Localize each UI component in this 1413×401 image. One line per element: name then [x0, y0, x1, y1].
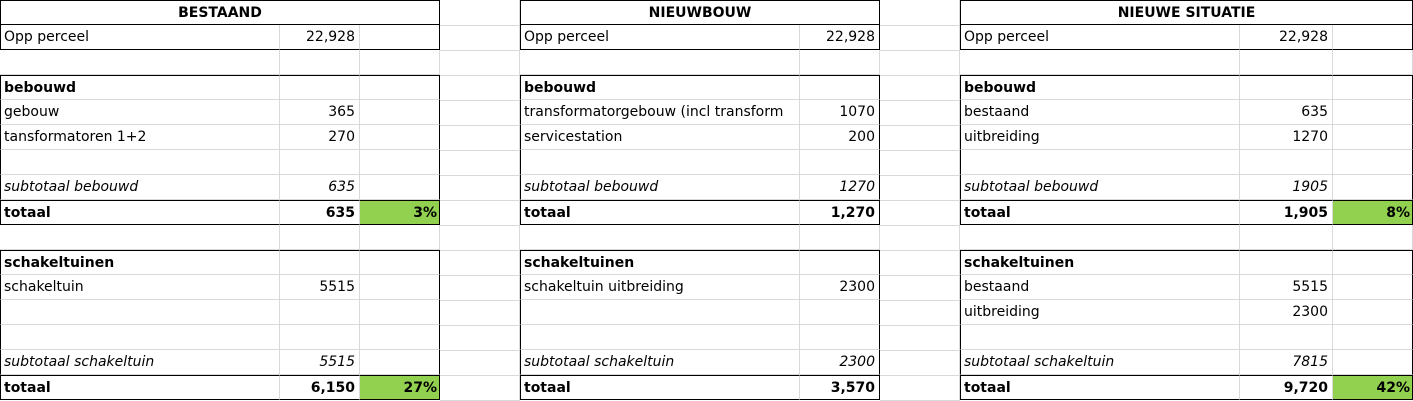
percent-cell[interactable]: 42% [1333, 375, 1413, 400]
percent-cell[interactable] [1333, 75, 1413, 100]
percent-cell[interactable] [1333, 300, 1413, 325]
label-cell[interactable]: tansformatoren 1+2 [0, 125, 280, 150]
label-cell[interactable] [0, 150, 280, 175]
bebouwd-item-row [0, 125, 440, 150]
empty-cell[interactable] [1333, 225, 1413, 250]
value-cell[interactable]: 1270 [800, 175, 880, 200]
value-cell[interactable]: 22,928 [1240, 25, 1333, 50]
section-header-bebouwd [960, 75, 1413, 100]
value-cell[interactable] [1240, 150, 1333, 175]
value-cell[interactable]: 3,570 [800, 375, 880, 400]
value-cell[interactable] [800, 150, 880, 175]
subtotaal-bebouwd-row [960, 175, 1413, 200]
bebouwd-item-row [0, 100, 440, 125]
label-cell[interactable]: subtotaal bebouwd [520, 175, 800, 200]
empty-cell[interactable] [960, 50, 1240, 75]
empty-row [520, 50, 880, 75]
schakel-item-row [0, 300, 440, 325]
percent-cell[interactable]: 3% [360, 200, 440, 225]
value-cell[interactable]: 1905 [1240, 175, 1333, 200]
value-cell[interactable]: 6,150 [280, 375, 360, 400]
value-cell[interactable]: 2300 [800, 275, 880, 300]
totaal-bebouwd-row [520, 200, 880, 225]
label-cell[interactable]: schakeltuin [0, 275, 280, 300]
bebouwd-item-row [520, 125, 880, 150]
table-title-cell[interactable]: BESTAAND [0, 0, 440, 25]
value-cell[interactable]: 5515 [280, 275, 360, 300]
label-cell[interactable]: transformatorgebouw (incl transform [520, 100, 800, 125]
label-cell[interactable]: bebouwd [0, 75, 280, 100]
subtotaal-schakel-row [960, 350, 1413, 375]
value-cell[interactable]: 635 [1240, 100, 1333, 125]
empty-row [0, 225, 440, 250]
label-cell[interactable] [520, 150, 800, 175]
percent-cell[interactable] [1333, 125, 1413, 150]
label-cell[interactable] [960, 150, 1240, 175]
label-cell[interactable] [520, 325, 800, 350]
totaal-schakel-row [520, 375, 880, 400]
schakel-item-row [0, 275, 440, 300]
table-title [520, 0, 880, 25]
label-cell[interactable]: Opp perceel [0, 25, 280, 50]
value-cell[interactable]: 635 [280, 200, 360, 225]
label-cell[interactable]: bestaand [960, 100, 1240, 125]
schakel-item-row [520, 275, 880, 300]
empty-cell[interactable] [0, 225, 280, 250]
empty-cell[interactable] [800, 225, 880, 250]
section-header-bebouwd [520, 75, 880, 100]
percent-cell[interactable]: 27% [360, 375, 440, 400]
percent-cell[interactable] [360, 75, 440, 100]
label-cell[interactable]: uitbreiding [960, 125, 1240, 150]
label-cell[interactable]: Opp perceel [520, 25, 800, 50]
empty-row [520, 225, 880, 250]
percent-cell[interactable] [360, 250, 440, 275]
perceel-row [960, 25, 1413, 50]
empty-cell[interactable] [280, 50, 360, 75]
value-cell[interactable] [280, 150, 360, 175]
totaal-schakel-row [960, 375, 1413, 400]
value-cell[interactable]: 22,928 [800, 25, 880, 50]
bebouwd-item-row [520, 100, 880, 125]
empty-cell[interactable] [1240, 50, 1333, 75]
label-cell[interactable]: servicestation [520, 125, 800, 150]
value-cell[interactable] [800, 250, 880, 275]
table-title [0, 0, 440, 25]
perceel-row [0, 25, 440, 50]
value-cell[interactable] [280, 75, 360, 100]
value-cell[interactable]: 22,928 [280, 25, 360, 50]
label-cell[interactable]: uitbreiding [960, 300, 1240, 325]
bebouwd-item-row [520, 150, 880, 175]
label-cell[interactable]: subtotaal bebouwd [0, 175, 280, 200]
label-cell[interactable]: schakeltuinen [520, 250, 800, 275]
value-cell[interactable] [280, 325, 360, 350]
label-cell[interactable] [960, 325, 1240, 350]
bebouwd-item-row [960, 150, 1413, 175]
value-cell[interactable]: 270 [280, 125, 360, 150]
empty-cell[interactable] [520, 225, 800, 250]
percent-cell[interactable] [360, 275, 440, 300]
empty-row [960, 225, 1413, 250]
schakel-item-row [520, 300, 880, 325]
schakel-item-row [520, 325, 880, 350]
empty-cell[interactable] [800, 50, 880, 75]
value-cell[interactable] [800, 300, 880, 325]
value-cell[interactable] [800, 75, 880, 100]
label-cell[interactable] [0, 300, 280, 325]
empty-row [960, 50, 1413, 75]
totaal-bebouwd-row [960, 200, 1413, 225]
value-cell[interactable]: 365 [280, 100, 360, 125]
value-cell[interactable]: 2300 [1240, 300, 1333, 325]
table-title [960, 0, 1413, 25]
label-cell[interactable]: subtotaal schakeltuin [520, 350, 800, 375]
value-cell[interactable]: 200 [800, 125, 880, 150]
label-cell[interactable]: schakeltuinen [0, 250, 280, 275]
label-cell[interactable]: totaal [520, 200, 800, 225]
percent-cell[interactable] [1333, 250, 1413, 275]
table-title-cell[interactable]: NIEUWBOUW [520, 0, 880, 25]
percent-cell[interactable] [360, 100, 440, 125]
percent-cell[interactable] [1333, 25, 1413, 50]
label-cell[interactable]: subtotaal bebouwd [960, 175, 1240, 200]
value-cell[interactable] [280, 250, 360, 275]
bebouwd-item-row [960, 100, 1413, 125]
empty-cell[interactable] [1240, 225, 1333, 250]
empty-cell[interactable] [0, 50, 280, 75]
percent-cell[interactable]: 8% [1333, 200, 1413, 225]
percent-cell[interactable] [1333, 100, 1413, 125]
value-cell[interactable]: 635 [280, 175, 360, 200]
section-header-bebouwd [0, 75, 440, 100]
percent-cell[interactable] [360, 350, 440, 375]
empty-cell[interactable] [360, 225, 440, 250]
subtotaal-schakel-row [520, 350, 880, 375]
label-cell[interactable]: totaal [960, 200, 1240, 225]
section-header-schakeltuinen [0, 250, 440, 275]
bebouwd-item-row [0, 150, 440, 175]
label-cell[interactable]: totaal [960, 375, 1240, 400]
subtotaal-schakel-row [0, 350, 440, 375]
empty-column [440, 0, 520, 401]
value-cell[interactable]: 5515 [1240, 275, 1333, 300]
percent-cell[interactable] [360, 125, 440, 150]
value-cell[interactable]: 2300 [800, 350, 880, 375]
empty-cell[interactable] [280, 225, 360, 250]
schakel-item-row [0, 325, 440, 350]
value-cell[interactable] [800, 325, 880, 350]
value-cell[interactable]: 9,720 [1240, 375, 1333, 400]
label-cell[interactable]: totaal [520, 375, 800, 400]
percent-cell[interactable] [1333, 175, 1413, 200]
percent-cell[interactable] [360, 325, 440, 350]
value-cell[interactable]: 1270 [1240, 125, 1333, 150]
subtotaal-bebouwd-row [0, 175, 440, 200]
value-cell[interactable]: 1,270 [800, 200, 880, 225]
value-cell[interactable]: 7815 [1240, 350, 1333, 375]
label-cell[interactable]: Opp perceel [960, 25, 1240, 50]
empty-cell[interactable] [960, 225, 1240, 250]
value-cell[interactable]: 5515 [280, 350, 360, 375]
value-cell[interactable] [280, 300, 360, 325]
empty-cell[interactable] [1333, 50, 1413, 75]
label-cell[interactable]: schakeltuinen [960, 250, 1240, 275]
label-cell[interactable] [0, 325, 280, 350]
perceel-row [520, 25, 880, 50]
percent-cell[interactable] [1333, 150, 1413, 175]
percent-cell[interactable] [1333, 275, 1413, 300]
empty-cell[interactable] [360, 50, 440, 75]
value-cell[interactable]: 1,905 [1240, 200, 1333, 225]
label-cell[interactable]: gebouw [0, 100, 280, 125]
section-header-schakeltuinen [520, 250, 880, 275]
totaal-bebouwd-row [0, 200, 440, 225]
empty-cell[interactable] [520, 50, 800, 75]
value-cell[interactable]: 1070 [800, 100, 880, 125]
label-cell[interactable]: subtotaal schakeltuin [960, 350, 1240, 375]
label-cell[interactable]: bebouwd [960, 75, 1240, 100]
label-cell[interactable] [520, 300, 800, 325]
label-cell[interactable]: schakeltuin uitbreiding [520, 275, 800, 300]
percent-cell[interactable] [360, 175, 440, 200]
section-header-schakeltuinen [960, 250, 1413, 275]
percent-cell[interactable] [360, 300, 440, 325]
label-cell[interactable]: bestaand [960, 275, 1240, 300]
label-cell[interactable]: subtotaal schakeltuin [0, 350, 280, 375]
schakel-item-row [960, 300, 1413, 325]
empty-row [0, 50, 440, 75]
subtotaal-bebouwd-row [520, 175, 880, 200]
value-cell[interactable] [1240, 250, 1333, 275]
table-title-cell[interactable]: NIEUWE SITUATIE [960, 0, 1413, 25]
empty-column [880, 0, 960, 401]
label-cell[interactable]: totaal [0, 375, 280, 400]
bebouwd-item-row [960, 125, 1413, 150]
percent-cell[interactable] [1333, 325, 1413, 350]
label-cell[interactable]: totaal [0, 200, 280, 225]
value-cell[interactable] [1240, 75, 1333, 100]
label-cell[interactable]: bebouwd [520, 75, 800, 100]
percent-cell[interactable] [360, 25, 440, 50]
percent-cell[interactable] [360, 150, 440, 175]
percent-cell[interactable] [1333, 350, 1413, 375]
schakel-item-row [960, 275, 1413, 300]
totaal-schakel-row [0, 375, 440, 400]
schakel-item-row [960, 325, 1413, 350]
value-cell[interactable] [1240, 325, 1333, 350]
